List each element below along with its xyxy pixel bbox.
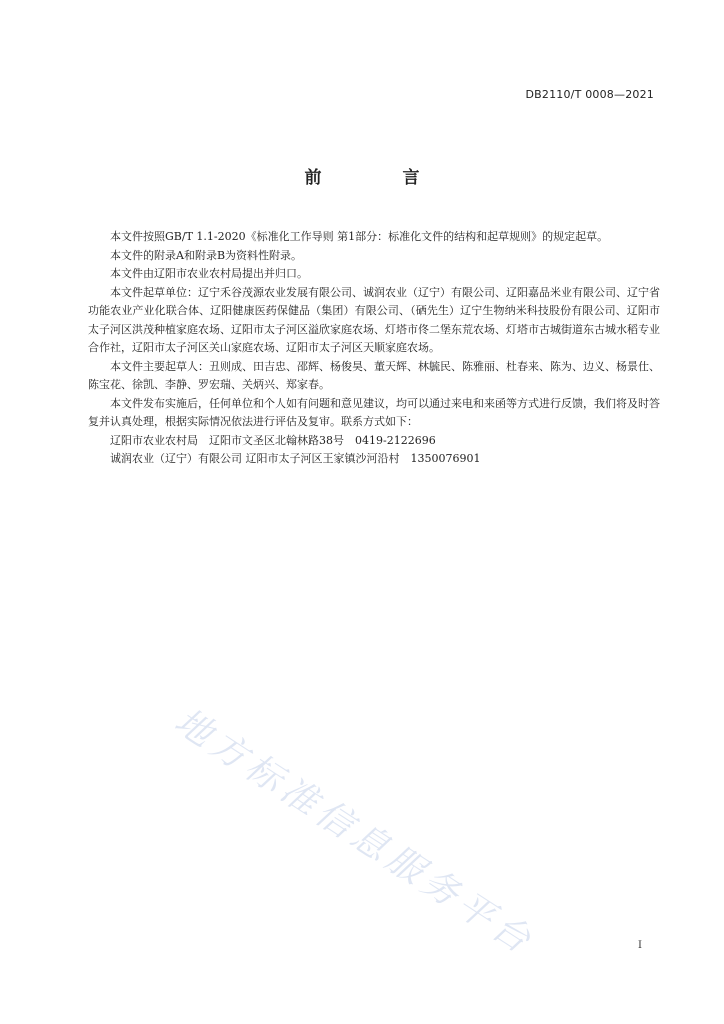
foreword-body bbox=[88, 228, 660, 469]
paragraph-proposer: 本文件由辽阳市农业农村局提出并归口。 bbox=[110, 267, 308, 280]
paragraph-drafters: 本文件主要起草人：丑则成、田吉忠、邵辉、杨俊昊、董天辉、林毓民、陈雅丽、杜春来、陈为、边义、杨景仕、陈宝花、徐凯、李静、罗宏瑞、关炳兴、郑家春。 bbox=[88, 359, 660, 391]
page-number: I bbox=[638, 940, 642, 951]
page-title: 前 言 bbox=[304, 168, 452, 188]
paragraph-drafting-rules: 本文件按照GB/T 1.1-2020《标准化工作导则 第1部分：标准化文件的结构和起草规则》的规定起草。 bbox=[110, 230, 609, 243]
paragraph-drafting-units: 本文件起草单位：辽宁禾谷茂源农业发展有限公司、诚润农业（辽宁）有限公司、辽阳嘉品米业有限公司、辽宁省功能农业产业化联合体、辽阳健康医药保健品（集团）有限公司、（硒先生）辽宁生物纳米科技股份有限公司、辽阳市太子河区洪茂种植家庭农场、辽阳市太子河区溢欣家庭农场、灯塔市佟二堡东荒农场、灯塔市古城街道东古城水稻专业合作社，辽阳市太子河区关山家庭农场、辽阳市太子河区天顺家庭农场。 bbox=[88, 285, 660, 354]
paragraph-appendix: 本文件的附录A和附录B为资料性附录。 bbox=[110, 248, 303, 262]
contact-line: 辽阳市农业农村局 辽阳市文圣区北翰林路38号 0419-2122696 bbox=[110, 433, 436, 447]
document-code: DB2110/T 0008—2021 bbox=[525, 88, 654, 101]
contact-line: 诚润农业（辽宁）有限公司 辽阳市太子河区王家镇沙河沿村 1350076901 bbox=[110, 452, 481, 465]
paragraph-feedback: 本文件发布实施后，任何单位和个人如有问题和意见建议，均可以通过来电和来函等方式进行反馈，我们将及时答复并认真处理，根据实际情况依法进行评估及复审。联系方式如下： bbox=[88, 396, 660, 428]
watermark: 地方标准信息服务平台 bbox=[167, 700, 542, 964]
